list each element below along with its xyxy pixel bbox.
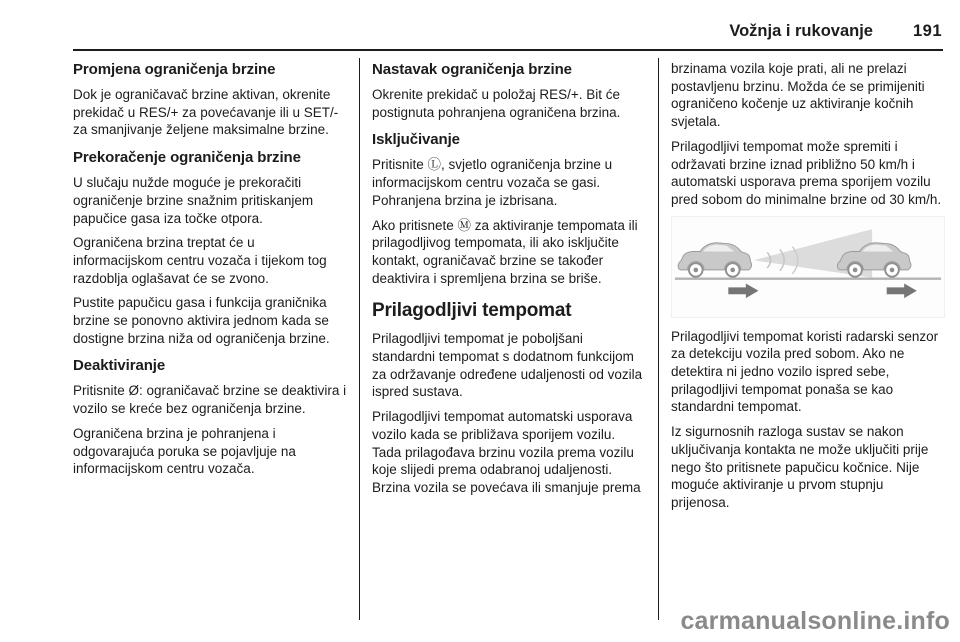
paragraph: Okrenite prekidač u položaj RES/+. Bit će postignuta pohranjena ograničena brzina. — [372, 87, 621, 120]
paragraph: Pustite papučicu gasa i funkcija graničnika brzine se ponovno aktivira jednom kada se dostigne brzina niža od ograničenja brzine. — [73, 295, 330, 346]
paragraph: Pritisnite Ⓛ, svjetlo ograničenja brzine u informacijskom centru vozača se gasi. Pohranjena brzina je izbrisana. — [372, 157, 613, 208]
paragraph: Pritisnite Ø: ograničavač brzine se deaktivira i vozilo se kreće bez ograničenja brzine. — [73, 383, 347, 417]
header-rule — [73, 49, 943, 51]
paragraph: Ograničena brzina je pohranjena i odgovarajuća poruka se pojavljuje na informacijskom centru vozača. — [73, 425, 296, 477]
section-heading-change-speed-limit: Promjena ograničenja brzine — [73, 61, 276, 78]
page-header — [73, 22, 942, 41]
section-heading-exceed-speed-limit: Prekoračenje ograničenja brzine — [73, 149, 301, 167]
watermark: carmanualsonline.info — [680, 607, 950, 635]
section-heading-deactivation: Deaktiviranje — [73, 357, 166, 375]
paragraph: Iz sigurnosnih razloga sustav se nakon uključivanja kontakta ne može uključiti prije nego što pritisnete papučicu kočnice. Nije moguće aktiviranje u prvom stupnju prijenosa. — [671, 424, 929, 510]
paragraph: Dok je ograničavač brzine aktivan, okrenite prekidač u RES/+ za povećavanje ili u SET/- za smanjivanje željene maksimalne brzine. — [73, 87, 339, 138]
content-columns — [73, 58, 945, 620]
arrow-right-icon — [887, 283, 917, 298]
page-number: 191 — [912, 22, 942, 40]
paragraph: Prilagodljivi tempomat može spremiti i održavati brzine iznad približno 50 km/h i automatski usporava prema sporijem vozilu pred sobom do minimalne brzine od 30 km/h. — [671, 138, 942, 207]
column-1 — [73, 58, 359, 620]
paragraph: Prilagodljivi tempomat je poboljšani standardni tempomat s dodatnom funkcijom za održavanje određene udaljenosti od vozila ispred sustava. — [372, 331, 643, 400]
paragraph: Prilagodljivi tempomat automatski usporava vozilo kada se približava sporijem vozilu. Tada prilagođava brzinu vozila prema vozilu koje slijedi prema odabranoj udaljenosti. Brzina vozila se povećava ili smanjuje prema — [372, 409, 641, 495]
section-heading-resume-speed-limit: Nastavak ograničenja brzine — [372, 61, 572, 78]
paragraph: Ako pritisnete Ⓜ za aktiviranje tempomata ili prilagodljivog tempomata, ili ako isključite kontakt, ograničavač brzine se također deaktivira i spremljena brzina se briše. — [372, 217, 638, 286]
page-title: Vožnja i rukovanje — [729, 22, 873, 40]
paragraph: U slučaju nužde moguće je prekoračiti ograničenje brzine snažnim pritiskanjem papučice gasa iza točke otpora. — [73, 175, 314, 226]
paragraph: Ograničena brzina treptat će u informacijskom centru vozača i tijekom tog razdoblja oglašavat će se zvono. — [73, 235, 327, 286]
following-car-icon — [678, 242, 752, 276]
column-3 — [658, 58, 945, 620]
column-2 — [359, 58, 658, 620]
chapter-heading-adaptive-cruise: Prilagodljivi tempomat — [372, 300, 572, 322]
arrow-right-icon — [728, 283, 758, 298]
adaptive-cruise-illustration — [672, 217, 944, 317]
section-heading-switch-off: Isključivanje — [372, 131, 460, 149]
paragraph: brzinama vozila koje prati, ali ne prelazi postavljenu brzinu. Možda će se primijeniti ograničeno kočenje uz aktiviranje kočnih svjetala. — [671, 61, 925, 130]
paragraph: Prilagodljivi tempomat koristi radarski senzor za detekciju vozila pred sobom. Ako ne detektira ni jedno vozilo ispred sebe, prilagodljivi tempomat ponaša se kao standardni tempomat. — [671, 328, 939, 415]
adaptive-cruise-figure — [671, 216, 945, 318]
